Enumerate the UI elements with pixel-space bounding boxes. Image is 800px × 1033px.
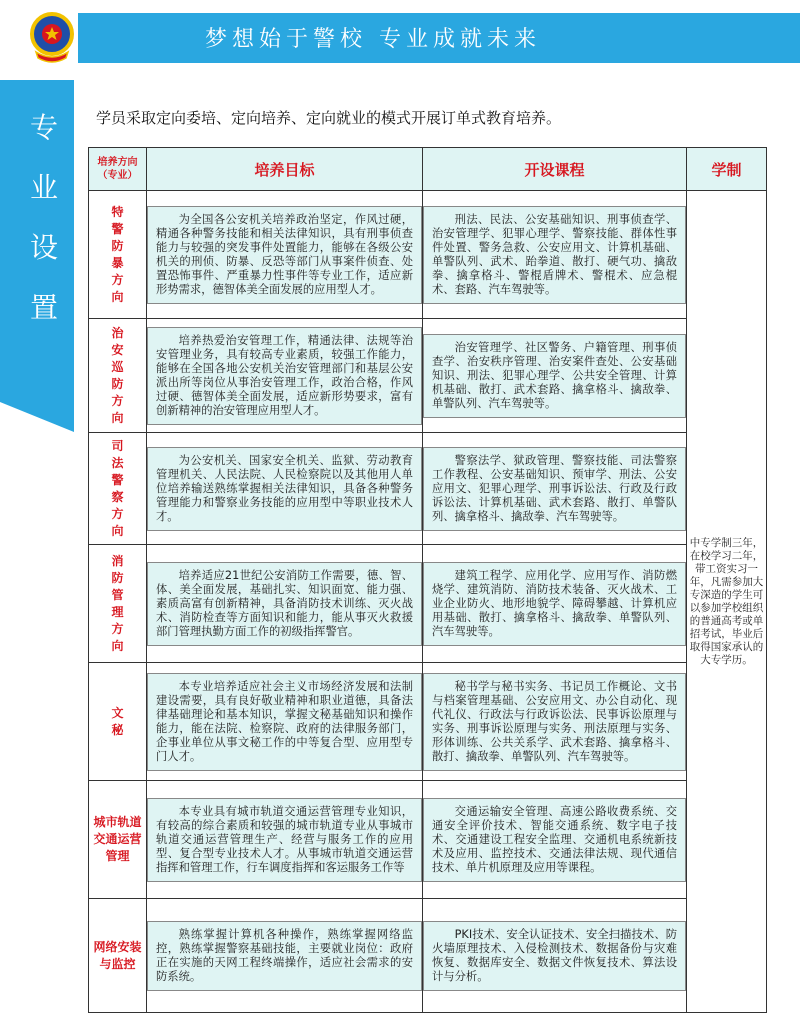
direction-cell: 特警防暴方向 [89, 191, 147, 319]
goal-cell [147, 433, 423, 545]
table-row [89, 191, 767, 319]
system-text: 中专学制三年，在校学习二年，带工资实习一年，凡需参加大专深造的学生可以参加学校组织的普通高考或单招考试，毕业后取得国家承认的大专学历。 [689, 536, 764, 666]
direction-cell: 消防管理方向 [89, 545, 147, 663]
goal-text: 本专业具有城市轨道交通运营管理专业知识，有较高的综合素质和较强的城市轨道专业从事城市轨道交通运营管理生产、经营与服务工作的应用型、复合型专业技术人才。从事城市轨道交通运营指挥和管理工作，行车调度指挥和客运服务工作等 [147, 798, 422, 882]
table-row [89, 433, 767, 545]
courses-text: 交通运输安全管理、高速公路收费系统、交通安全评价技术、智能交通系统、数字电子技术、交通建设工程安全监理、交通机电系统新技术及应用、监控技术、交通法律法规、现代通信技术、单片机原理及应用等课程。 [423, 798, 686, 882]
goal-cell [147, 545, 423, 663]
header-system: 学制 [687, 148, 767, 191]
goal-cell [147, 191, 423, 319]
goal-cell [147, 899, 423, 1013]
courses-text: 警察法学、狱政管理、警察技能、司法警察工作教程、公安基础知识、预审学、刑法、公安应用文、犯罪心理学、刑事诉讼法、行政及行政诉讼法、计算机基础、武术套路、散打、单警队列、擒拿格斗、擒敌拳、汽车驾驶等。 [423, 447, 686, 531]
courses-text: 秘书学与秘书实务、书记员工作概论、文书与档案管理基础、公安应用文、办公自动化、现代礼仪、行政法与行政诉讼法、民事诉讼原理与实务、刑事诉讼原理与实务、刑法原理与实务、形体训练、公共关系学、武术套路、擒拿格斗、散打、擒敌拳、单警队列、汽车驾驶等。 [423, 673, 686, 771]
courses-cell [423, 545, 687, 663]
courses-cell [423, 433, 687, 545]
courses-text: PKI技术、安全认证技术、安全扫描技术、防火墙原理技术、入侵检测技术、数据备份与灾难恢复、数据库安全、数据文件恢复技术、算法设计与分析。 [423, 921, 686, 991]
courses-cell [423, 191, 687, 319]
courses-text: 建筑工程学、应用化学、应用写作、消防燃烧学、建筑消防、消防技术装备、灭火战术、工业企业防火、地形地貌学、障碍攀越、计算机应用基础、散打、擒拿格斗、擒敌拳、单警队列、汽车驾驶等。 [423, 562, 686, 646]
header-bar [78, 13, 800, 63]
program-table [88, 147, 767, 1013]
table-row [89, 899, 767, 1013]
courses-cell [423, 319, 687, 433]
side-char: 置 [29, 291, 58, 324]
slogan: 梦想始于警校 专业成就未来 [205, 27, 541, 52]
police-emblem-icon [28, 8, 76, 66]
header-direction: 培养方向（专业） [89, 148, 147, 191]
direction-cell: 城市轨道交通运营管理 [89, 781, 147, 899]
goal-text: 本专业培养适应社会主义市场经济发展和法制建设需要，具有良好敬业精神和职业道德，具备法律基础理论和基本知识，掌握文秘基础知识和操作能力，能在法院、检察院、政府的法律服务部门，企事业单位从事文秘工作的中等复合型、应用型专门人才。 [147, 673, 422, 771]
header-courses: 开设课程 [423, 148, 687, 191]
goal-cell [147, 319, 423, 433]
page-header [0, 0, 800, 78]
direction-cell: 治安巡防方向 [89, 319, 147, 433]
table-row [89, 319, 767, 433]
courses-cell [423, 663, 687, 781]
table-row [89, 663, 767, 781]
courses-cell [423, 899, 687, 1013]
table-header-row [89, 148, 767, 191]
side-char: 业 [29, 171, 58, 204]
goal-text: 培养热爱治安管理工作，精通法律、法规等治安管理业务，具有较高专业素质，较强工作能力，能够在全国各地公安机关治安管理部门和基层公安派出所等岗位从事治安管理工作，政治合格，作风过硬、德智体美全面发展，适应新形势要求，富有创新精神的治安管理应用型人才。 [147, 327, 422, 425]
courses-text: 治安管理学、社区警务、户籍管理、刑事侦查学、治安秩序管理、治安案件查处、公安基础知识、刑法、犯罪心理学、公共安全管理、计算机基础、散打、武术套路、擒拿格斗、擒敌拳、单警队列、汽车驾驶等。 [423, 334, 686, 418]
table-row [89, 545, 767, 663]
goal-text: 为公安机关、国家安全机关、监狱、劳动教育管理机关、人民法院、人民检察院以及其他用人单位培养输送熟练掌握相关法律知识，具备各种警务管理能力和警察业务技能的应用型中等职业技术人才。 [147, 447, 422, 531]
system-cell [687, 191, 767, 1013]
goal-text: 为全国各公安机关培养政治坚定，作风过硬，精通各种警务技能和相关法律知识，具有刑事侦查能力与较强的突发事件处置能力，能够在各级公安机关的刑侦、防暴、反恐等部门从事案件侦查、处置恐怖事件、严重暴力性事件等专业工作，适应新形势需求，德智体美全面发展的应用型人才。 [147, 206, 422, 304]
direction-cell: 网络安装与监控 [89, 899, 147, 1013]
goal-cell [147, 663, 423, 781]
courses-cell [423, 781, 687, 899]
goal-text: 熟练掌握计算机各种操作，熟练掌握网络监控，熟练掌握警察基础技能，主要就业岗位：政府正在实施的天网工程终端操作，适应社会需求的安防系统。 [147, 921, 422, 991]
side-char: 设 [29, 231, 58, 264]
side-char: 专 [29, 111, 58, 144]
intro-text: 学员采取定向委培、定向培养、定向就业的模式开展订单式教育培养。 [96, 109, 562, 127]
goal-text: 培养适应21世纪公安消防工作需要，德、智、体、美全面发展，基础扎实、知识面宽、能力强、素质高富有创新精神，具备消防技术训练、灭火战术、消防检查等方面知识和能力，能从事灭火救援部门管理执勤方面工作的初级指挥警官。 [147, 562, 422, 646]
courses-text: 刑法、民法、公安基础知识、刑事侦查学、治安管理学、犯罪心理学、警察技能、群体性事件处置、警务急救、公安应用文、计算机基础、单警队列、武术、跆拳道、散打、硬气功、擒敌拳、擒拿格斗、警棍盾牌术、警棍术、应急棍术、套路、汽车驾驶等。 [423, 206, 686, 304]
header-goal: 培养目标 [147, 148, 423, 191]
table-row [89, 781, 767, 899]
direction-cell: 文秘 [89, 663, 147, 781]
side-tab-label [24, 98, 64, 338]
direction-cell: 司法警察方向 [89, 433, 147, 545]
goal-cell [147, 781, 423, 899]
